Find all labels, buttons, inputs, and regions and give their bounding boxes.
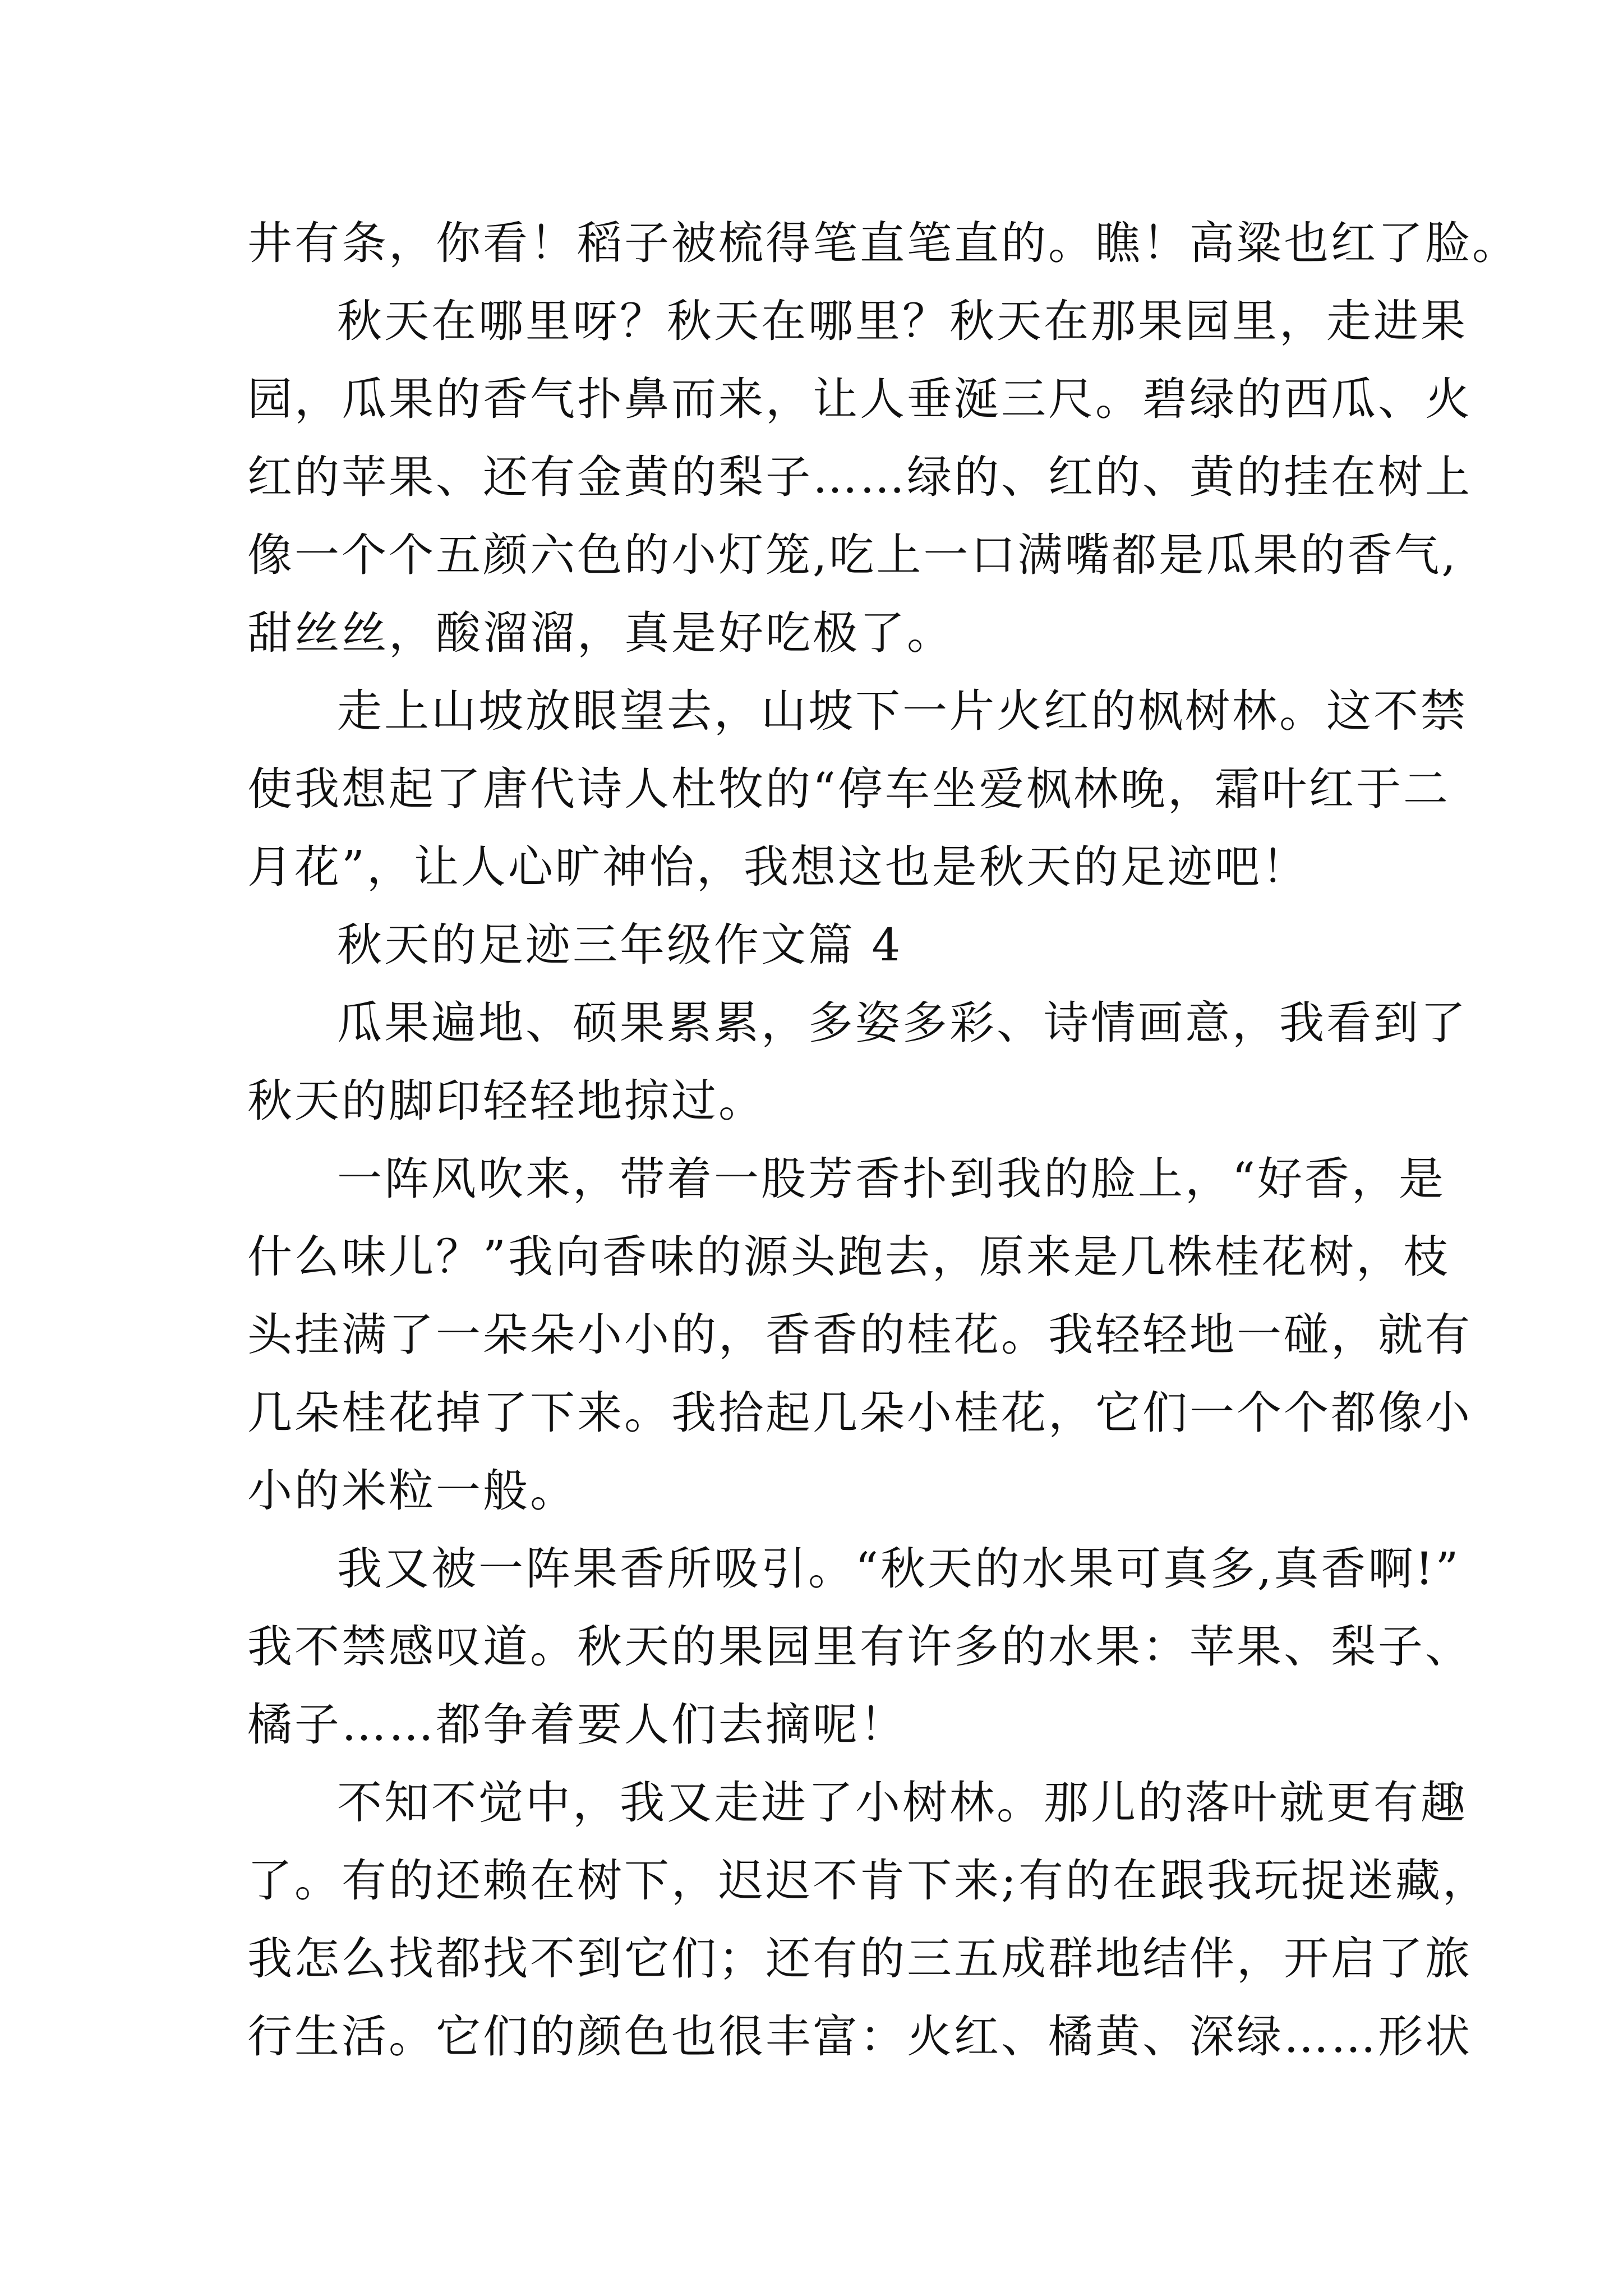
paragraph-line: 我又被一阵果香所吸引。“秋天的水果可真多,真香啊!” bbox=[337, 1543, 1461, 1595]
paragraph-line: 行生活。它们的颜色也很丰富：火红、橘黄、深绿……形状 bbox=[247, 2010, 1472, 2063]
paragraph-line: 一阵风吹来，带着一股芳香扑到我的脸上，“好香，是 bbox=[337, 1153, 1446, 1205]
paragraph-line: 红的苹果、还有金黄的梨子……绿的、红的、黄的挂在树上 bbox=[247, 451, 1472, 503]
paragraph-line: 像一个个五颜六色的小灯笼,吃上一口满嘴都是瓜果的香气, bbox=[247, 529, 1458, 581]
paragraph-line: 走上山坡放眼望去，山坡下一片火红的枫树林。这不禁 bbox=[337, 685, 1468, 737]
paragraph-line: 橘子……都争着要人们去摘呢！ bbox=[247, 1699, 907, 1751]
paragraph-line: 了。有的还赖在树下，迟迟不肯下来;有的在跟我玩捉迷藏， bbox=[247, 1855, 1490, 1907]
paragraph-line: 什么味儿？”我向香味的源头跑去，原来是几株桂花树，枝 bbox=[247, 1231, 1450, 1283]
paragraph-line: 使我想起了唐代诗人杜牧的“停车坐爱枫林晚，霜叶红于二 bbox=[247, 763, 1450, 815]
paragraph-line: 月花”，让人心旷神怡，我想这也是秋天的足迹吧！ bbox=[247, 841, 1309, 893]
paragraph-line: 我不禁感叹道。秋天的果园里有许多的水果：苹果、梨子、 bbox=[247, 1621, 1472, 1673]
paragraph-line: 小的米粒一般。 bbox=[247, 1465, 577, 1517]
paragraph-line: 我怎么找都找不到它们；还有的三五成群地结伴，开启了旅 bbox=[247, 1932, 1472, 1985]
section-heading: 秋天的足迹三年级作文篇 4 bbox=[337, 919, 903, 971]
paragraph-line: 秋天在哪里呀？秋天在哪里？秋天在那果园里，走进果 bbox=[337, 295, 1468, 347]
paragraph-line: 井有条，你看！稻子被梳得笔直笔直的。瞧！高粱也红了脸。 bbox=[247, 217, 1519, 269]
document-body bbox=[247, 204, 1519, 2076]
paragraph-line: 头挂满了一朵朵小小的，香香的桂花。我轻轻地一碰，就有 bbox=[247, 1309, 1472, 1361]
paragraph-line: 不知不觉中，我又走进了小树林。那儿的落叶就更有趣 bbox=[337, 1777, 1468, 1829]
paragraph-line: 几朵桂花掉了下来。我拾起几朵小桂花，它们一个个都像小 bbox=[247, 1387, 1472, 1439]
paragraph-line: 秋天的脚印轻轻地掠过。 bbox=[247, 1075, 766, 1127]
paragraph-line: 瓜果遍地、硕果累累，多姿多彩、诗情画意，我看到了 bbox=[337, 997, 1468, 1049]
paragraph-line: 园，瓜果的香气扑鼻而来，让人垂涎三尺。碧绿的西瓜、火 bbox=[247, 373, 1472, 425]
paragraph-line: 甜丝丝，酸溜溜，真是好吃极了。 bbox=[247, 607, 954, 659]
